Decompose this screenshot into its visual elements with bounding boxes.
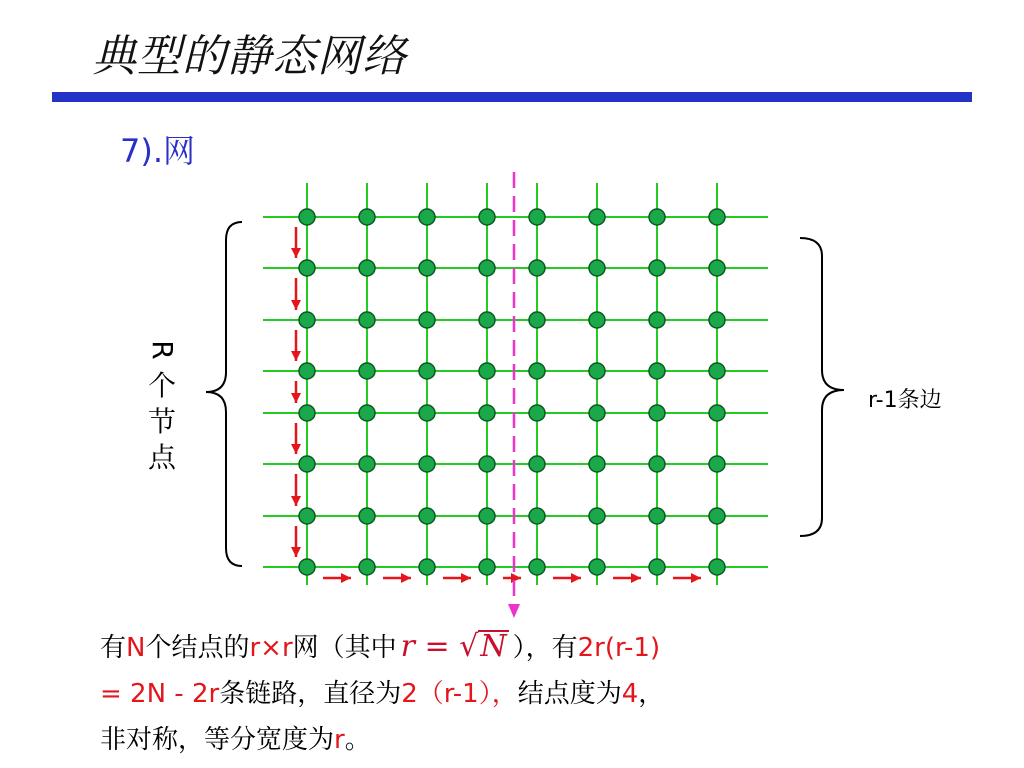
grid-node (589, 559, 605, 575)
bisection-arrowhead (508, 604, 520, 618)
route-arrowhead (631, 573, 641, 583)
path-arrows (291, 227, 701, 583)
grid-node (529, 405, 545, 421)
grid-node (709, 405, 725, 421)
route-arrowhead (291, 300, 301, 310)
grid-node (529, 312, 545, 328)
grid-node (299, 312, 315, 328)
route-arrowhead (291, 248, 301, 258)
desc-text: 结点度为 (517, 679, 622, 709)
grid-node (419, 405, 435, 421)
route-arrowhead (291, 444, 301, 454)
grid-lines (263, 183, 768, 585)
grid-node (649, 209, 665, 225)
grid-node (479, 260, 495, 276)
grid-node (709, 456, 725, 472)
desc-text: ， (638, 679, 665, 709)
grid-node (419, 559, 435, 575)
route-arrowhead (341, 573, 351, 583)
grid-node (709, 508, 725, 524)
desc-text: 。 (344, 725, 371, 755)
route-arrowhead (291, 351, 301, 361)
grid-node (359, 405, 375, 421)
left-label-jie: 节 (147, 405, 176, 438)
grid-node (589, 209, 605, 225)
grid-node (709, 209, 725, 225)
grid-node (529, 559, 545, 575)
grid-node (529, 508, 545, 524)
grid-node (299, 456, 315, 472)
grid-node (479, 559, 495, 575)
grid-nodes (299, 209, 725, 575)
desc-bisection-r: r (334, 725, 345, 755)
grid-node (419, 312, 435, 328)
grid-node (359, 209, 375, 225)
route-arrowhead (571, 573, 581, 583)
grid-node (299, 405, 315, 421)
route-arrowhead (291, 496, 301, 506)
grid-node (589, 312, 605, 328)
grid-node (299, 363, 315, 379)
grid-node (709, 363, 725, 379)
grid-node (479, 312, 495, 328)
grid-node (649, 508, 665, 524)
desc-links: 2r(r-1) (577, 633, 661, 663)
grid-node (529, 456, 545, 472)
route-arrowhead (291, 547, 301, 557)
desc-text: 非对称，等分宽度为 (100, 725, 335, 755)
grid-node (359, 456, 375, 472)
grid-node (649, 405, 665, 421)
left-label-ge: 个 (147, 369, 176, 402)
grid-node (709, 260, 725, 276)
formula-root: √ (459, 629, 479, 664)
desc-diameter: 2（r-1）， (401, 679, 518, 709)
route-arrowhead (511, 573, 521, 583)
grid-node (529, 209, 545, 225)
grid-node (479, 209, 495, 225)
desc-degree: 4 (621, 679, 639, 709)
grid-node (299, 260, 315, 276)
grid-node (479, 405, 495, 421)
right-brace (800, 238, 844, 536)
grid-node (709, 312, 725, 328)
grid-node (359, 559, 375, 575)
grid-node (419, 456, 435, 472)
grid-node (589, 508, 605, 524)
desc-text: 条链路，直径为 (219, 679, 402, 709)
grid-node (709, 559, 725, 575)
desc-links-eq: = 2N - 2r (100, 679, 220, 709)
grid-node (359, 312, 375, 328)
grid-node (419, 209, 435, 225)
desc-text: 个结点的 (145, 633, 250, 663)
formula-lhs: r = (400, 629, 460, 664)
section-heading: 7).网 (120, 132, 196, 170)
grid-node (589, 405, 605, 421)
desc-rxr: r×r (249, 633, 293, 663)
desc-text: 有 (100, 633, 127, 663)
grid-node (649, 363, 665, 379)
grid-node (419, 363, 435, 379)
desc-text: ），有 (512, 633, 578, 663)
formula-radicand: N (480, 629, 507, 664)
grid-node (479, 456, 495, 472)
right-label: r-1条边 (868, 388, 942, 413)
grid-node (359, 508, 375, 524)
grid-node (479, 508, 495, 524)
left-label (142, 332, 182, 476)
grid-node (299, 508, 315, 524)
grid-node (589, 260, 605, 276)
route-arrowhead (461, 573, 471, 583)
grid-node (419, 260, 435, 276)
grid-node (529, 363, 545, 379)
desc-n: N (126, 633, 146, 663)
left-label-r: R (146, 340, 179, 360)
grid-node (299, 559, 315, 575)
left-brace (206, 222, 242, 566)
grid-node (649, 456, 665, 472)
grid-node (359, 363, 375, 379)
grid-node (419, 508, 435, 524)
desc-text: 网（其中 (292, 633, 397, 663)
slide-title: 典型的静态网络 (92, 31, 407, 82)
grid-node (359, 260, 375, 276)
grid-node (589, 456, 605, 472)
description (100, 624, 920, 763)
formula (397, 629, 513, 664)
grid-node (649, 559, 665, 575)
route-arrowhead (401, 573, 411, 583)
grid-node (479, 363, 495, 379)
route-arrowhead (691, 573, 701, 583)
grid-node (529, 260, 545, 276)
grid-node (649, 260, 665, 276)
grid-node (649, 312, 665, 328)
grid-node (299, 209, 315, 225)
grid-node (589, 363, 605, 379)
left-label-dian: 点 (147, 441, 176, 474)
route-arrowhead (291, 393, 301, 403)
